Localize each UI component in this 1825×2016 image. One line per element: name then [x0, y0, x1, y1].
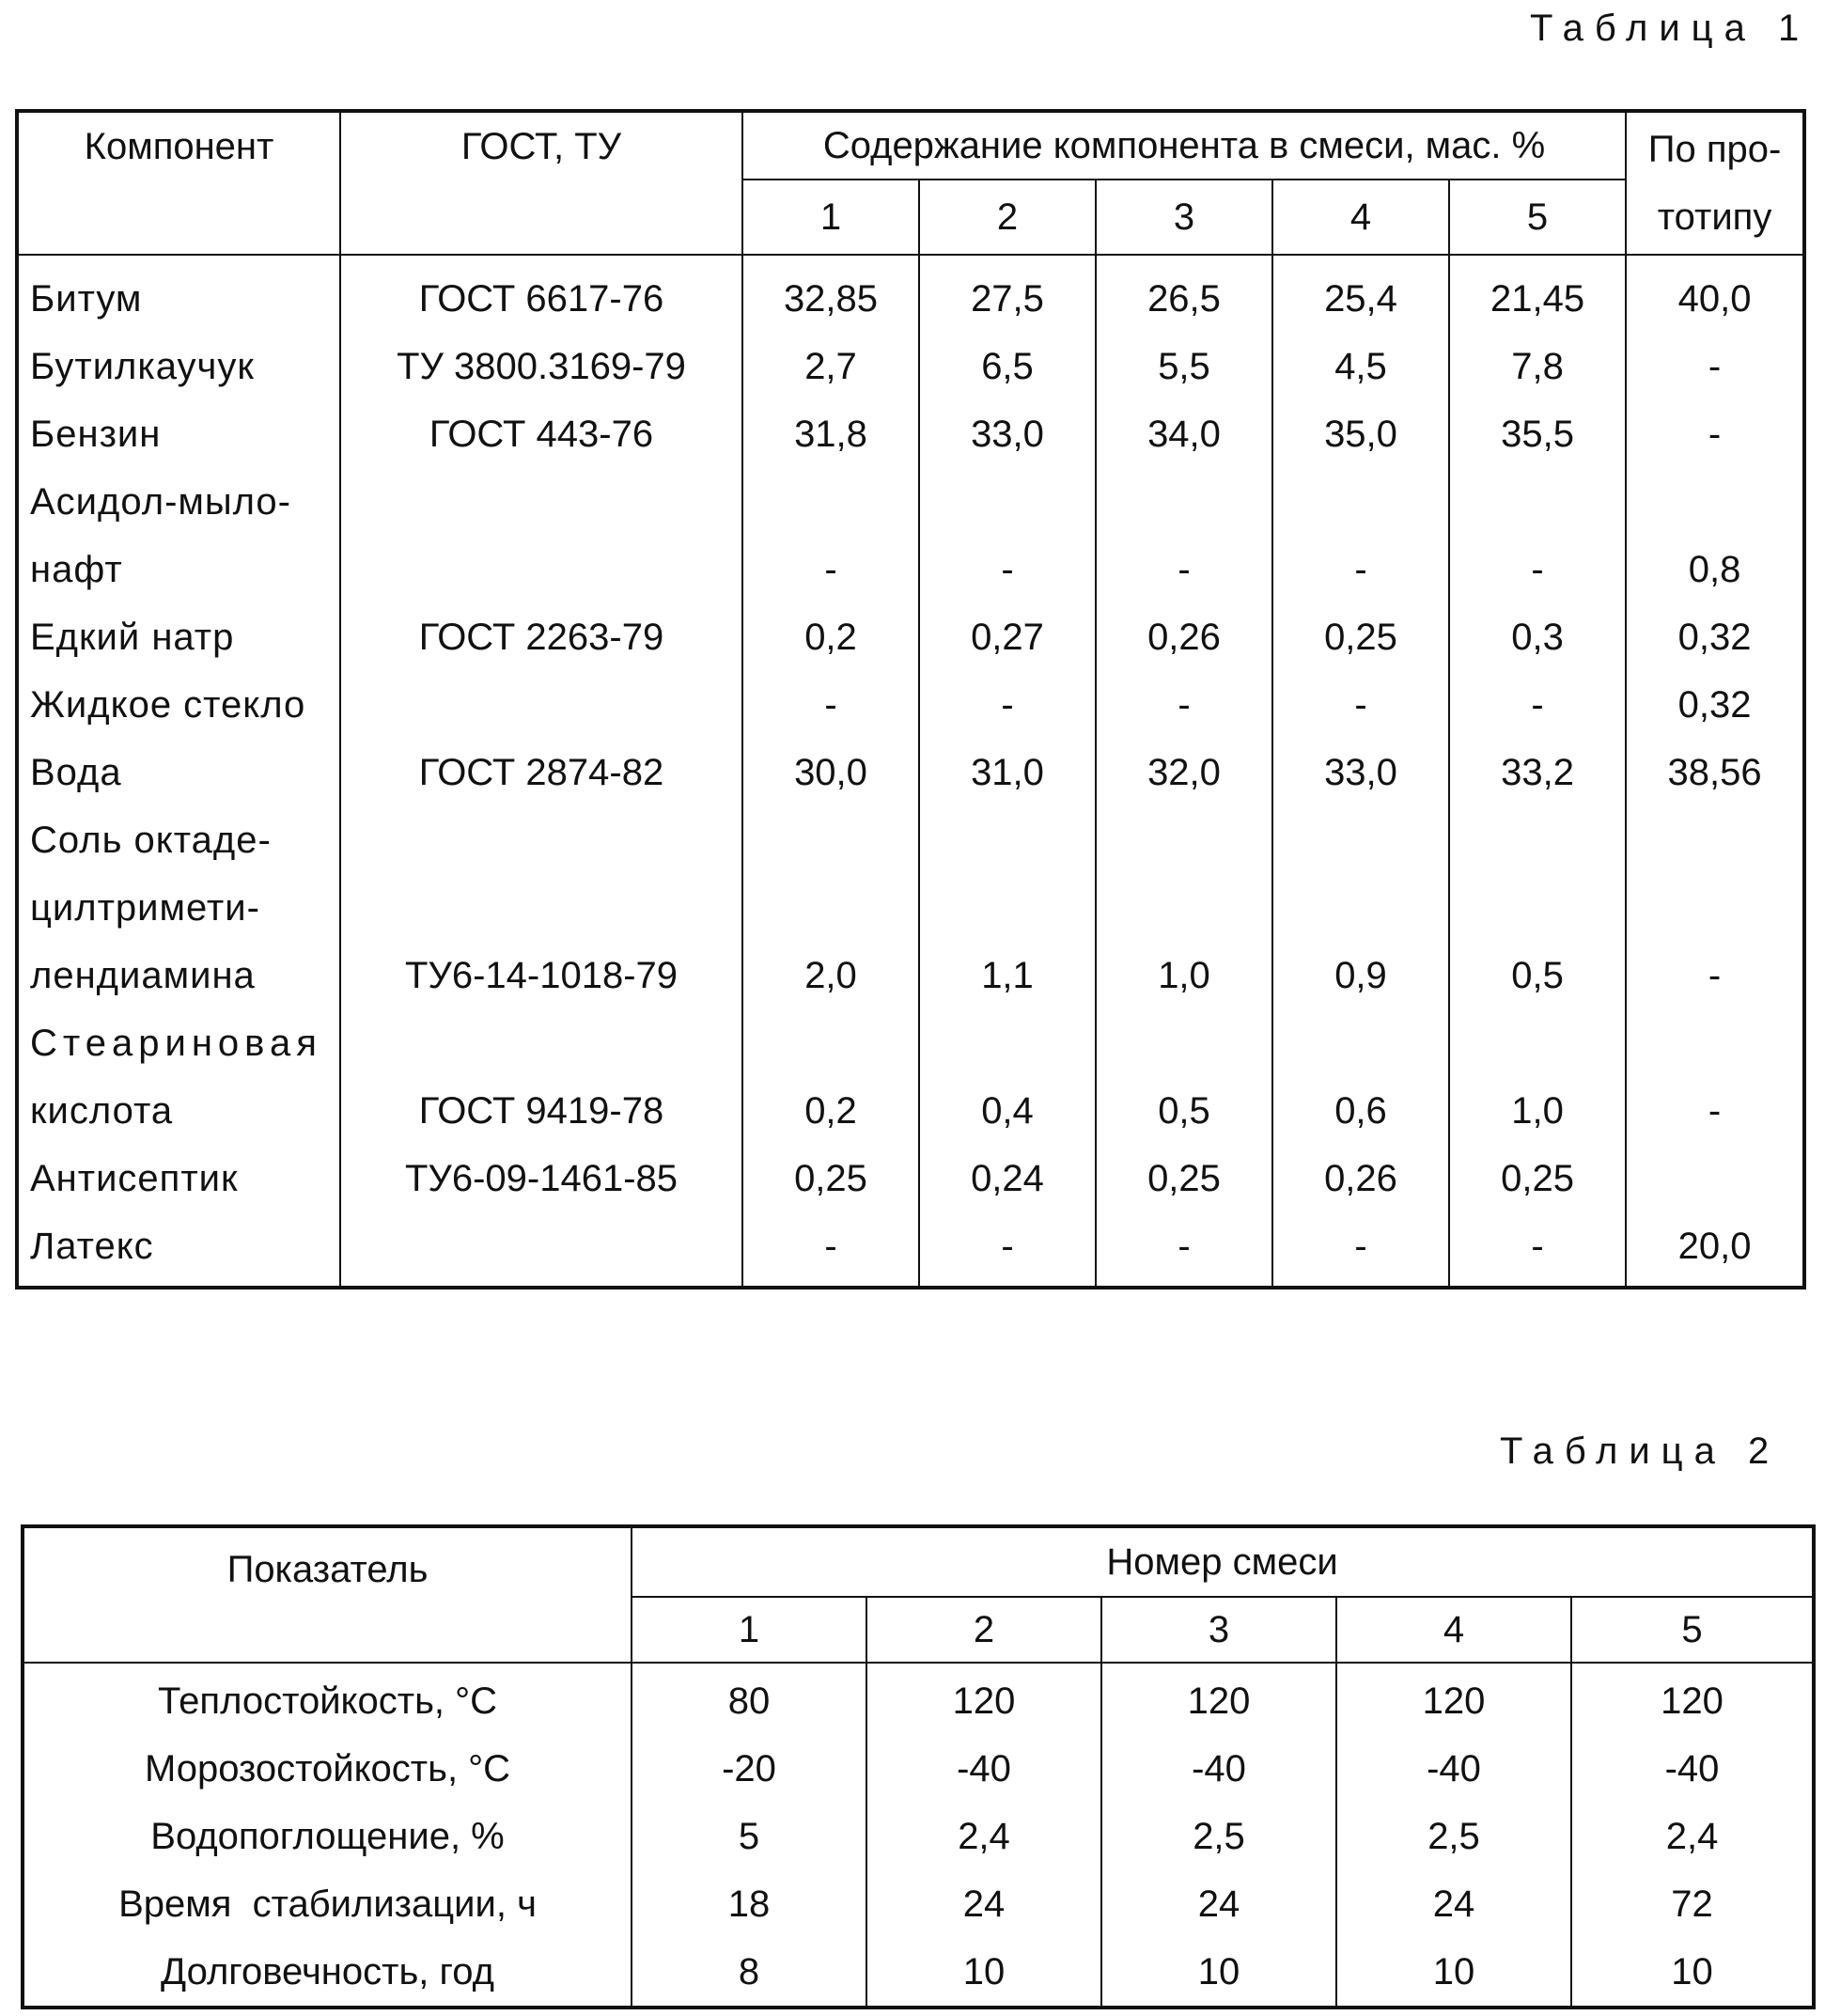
table1-caption: Таблица 1 [1530, 8, 1811, 49]
table-row [17, 806, 1804, 1009]
prototype-cell: 40,0 [1626, 255, 1804, 333]
prototype-cell: - [1626, 806, 1804, 1009]
value-cell: 5,5 [1096, 333, 1272, 400]
header-prototype [1626, 111, 1804, 255]
component-name [17, 603, 340, 671]
value-cell: 26,5 [1096, 255, 1272, 333]
prototype-cell: 0,8 [1626, 468, 1804, 603]
value-cell: 33,0 [919, 400, 1096, 468]
prototype-cell: - [1626, 1009, 1804, 1145]
component-standard: ГОСТ 2874-82 [340, 739, 742, 806]
value-cell: 1,0 [1449, 1009, 1626, 1145]
component-name [17, 333, 340, 400]
value-cell: - [1096, 468, 1272, 603]
component-name-line: Соль октаде- [30, 820, 272, 861]
component-name [17, 400, 340, 468]
value-cell: 35,0 [1272, 400, 1449, 468]
component-name [17, 739, 340, 806]
value-cell: 34,0 [1096, 400, 1272, 468]
component-name-line: кислота [30, 1090, 174, 1132]
value-cell: 0,27 [919, 603, 1096, 671]
value-cell: 0,24 [919, 1145, 1096, 1212]
value-cell: 0,25 [1272, 603, 1449, 671]
component-name-line: Вода [30, 752, 122, 793]
value-cell: 10 [1336, 1938, 1571, 2008]
value-cell: 0,4 [919, 1009, 1096, 1145]
value-cell: 7,8 [1449, 333, 1626, 400]
value-cell: 120 [1571, 1663, 1814, 1735]
component-name-line: Стеариновая [30, 1023, 322, 1064]
table-row [23, 1663, 1814, 1735]
value-cell: 8 [632, 1938, 866, 2008]
header-mix-4: 4 [1272, 180, 1449, 255]
value-cell: 35,5 [1449, 400, 1626, 468]
value-cell: - [1272, 468, 1449, 603]
value-cell: 2,5 [1336, 1803, 1571, 1870]
value-cell: - [742, 468, 919, 603]
table-row [17, 1212, 1804, 1288]
component-standard [340, 468, 742, 603]
value-cell: -20 [632, 1735, 866, 1803]
value-cell: 10 [1101, 1938, 1336, 2008]
table-row [23, 1803, 1814, 1870]
component-standard: ТУ6-14-1018-79 [340, 806, 742, 1009]
header-mix-2: 2 [919, 180, 1096, 255]
component-standard: ТУ 3800.3169-79 [340, 333, 742, 400]
prototype-cell: 38,56 [1626, 739, 1804, 806]
value-cell: 2,4 [866, 1803, 1101, 1870]
value-cell: - [742, 1212, 919, 1288]
value-cell: 0,3 [1449, 603, 1626, 671]
properties-table [21, 1524, 1816, 2009]
header-mix-2: 2 [866, 1597, 1101, 1663]
header-prototype-line2: тотипу [1657, 196, 1772, 238]
prototype-cell: 20,0 [1626, 1212, 1804, 1288]
table-row [23, 1870, 1814, 1938]
value-cell: 24 [1336, 1870, 1571, 1938]
value-cell: 0,5 [1449, 806, 1626, 1009]
component-name-line: лендиамина [30, 955, 256, 996]
value-cell: 1,1 [919, 806, 1096, 1009]
value-cell: 4,5 [1272, 333, 1449, 400]
value-cell: 0,26 [1096, 603, 1272, 671]
table-row [17, 1009, 1804, 1145]
value-cell: 30,0 [742, 739, 919, 806]
component-name [17, 1009, 340, 1145]
value-cell: 0,2 [742, 603, 919, 671]
header-mix-3: 3 [1101, 1597, 1336, 1663]
value-cell: 31,8 [742, 400, 919, 468]
component-standard: ГОСТ 2263-79 [340, 603, 742, 671]
component-name-line: Едкий натр [30, 617, 235, 658]
value-cell: - [1096, 1212, 1272, 1288]
component-standard [340, 1212, 742, 1288]
component-name [17, 468, 340, 603]
value-cell: 33,0 [1272, 739, 1449, 806]
value-cell: 32,85 [742, 255, 919, 333]
header-standard: ГОСТ, ТУ [340, 111, 742, 255]
value-cell: 0,26 [1272, 1145, 1449, 1212]
header-component: Компонент [17, 111, 340, 255]
component-name [17, 1212, 340, 1288]
value-cell: - [919, 671, 1096, 739]
component-name [17, 255, 340, 333]
value-cell: - [742, 671, 919, 739]
component-name-line: цилтримети- [30, 887, 260, 929]
value-cell: 2,4 [1571, 1803, 1814, 1870]
table-row [17, 1145, 1804, 1212]
value-cell: 24 [1101, 1870, 1336, 1938]
value-cell: 72 [1571, 1870, 1814, 1938]
header-mix-3: 3 [1096, 180, 1272, 255]
table-row [17, 468, 1804, 603]
table-row [17, 603, 1804, 671]
table-row [17, 400, 1804, 468]
component-name [17, 806, 340, 1009]
prototype-cell: - [1626, 400, 1804, 468]
component-name-line: нафт [30, 549, 123, 590]
value-cell: 0,2 [742, 1009, 919, 1145]
value-cell: - [919, 468, 1096, 603]
component-name-line: Битум [30, 278, 143, 320]
value-cell: 27,5 [919, 255, 1096, 333]
value-cell: -40 [1336, 1735, 1571, 1803]
value-cell: 0,25 [742, 1145, 919, 1212]
header-mix-4: 4 [1336, 1597, 1571, 1663]
value-cell: 2,7 [742, 333, 919, 400]
value-cell: 80 [632, 1663, 866, 1735]
component-name [17, 1145, 340, 1212]
header-mix-1: 1 [742, 180, 919, 255]
header-mix-number: Номер смеси [632, 1526, 1814, 1597]
value-cell: - [1096, 671, 1272, 739]
value-cell: - [1272, 671, 1449, 739]
value-cell: 0,25 [1449, 1145, 1626, 1212]
indicator-name: Морозостойкость, °С [23, 1735, 632, 1803]
prototype-cell [1626, 1145, 1804, 1212]
table-row [17, 333, 1804, 400]
value-cell: 32,0 [1096, 739, 1272, 806]
value-cell: -40 [1571, 1735, 1814, 1803]
table-row [23, 1938, 1814, 2008]
value-cell: - [1272, 1212, 1449, 1288]
value-cell: - [919, 1212, 1096, 1288]
value-cell: 1,0 [1096, 806, 1272, 1009]
value-cell: - [1449, 671, 1626, 739]
table-row [17, 671, 1804, 739]
value-cell: 2,5 [1101, 1803, 1336, 1870]
value-cell: 6,5 [919, 333, 1096, 400]
component-standard: ТУ6-09-1461-85 [340, 1145, 742, 1212]
table2-caption: Таблица 2 [1500, 1430, 1781, 1472]
indicator-name: Долговечность, год [23, 1938, 632, 2008]
composition-table [15, 109, 1806, 1289]
header-mix-5: 5 [1449, 180, 1626, 255]
indicator-name: Водопоглощение, % [23, 1803, 632, 1870]
value-cell: 2,0 [742, 806, 919, 1009]
value-cell: 120 [1101, 1663, 1336, 1735]
value-cell: 10 [1571, 1938, 1814, 2008]
value-cell: 21,45 [1449, 255, 1626, 333]
value-cell: 5 [632, 1803, 866, 1870]
component-standard [340, 671, 742, 739]
table-row [17, 255, 1804, 333]
value-cell: 0,5 [1096, 1009, 1272, 1145]
value-cell: 25,4 [1272, 255, 1449, 333]
component-name-line: Бензин [30, 414, 162, 455]
value-cell: 10 [866, 1938, 1101, 2008]
value-cell: 31,0 [919, 739, 1096, 806]
value-cell: 18 [632, 1870, 866, 1938]
header-indicator: Показатель [23, 1526, 632, 1663]
header-content: Содержание компонента в смеси, мас. % [742, 111, 1626, 180]
value-cell: 0,9 [1272, 806, 1449, 1009]
value-cell: 33,2 [1449, 739, 1626, 806]
prototype-cell: 0,32 [1626, 603, 1804, 671]
value-cell: -40 [866, 1735, 1101, 1803]
component-standard: ГОСТ 443-76 [340, 400, 742, 468]
component-standard: ГОСТ 6617-76 [340, 255, 742, 333]
header-prototype-line1: По про- [1647, 129, 1782, 170]
component-standard: ГОСТ 9419-78 [340, 1009, 742, 1145]
value-cell: -40 [1101, 1735, 1336, 1803]
value-cell: 0,6 [1272, 1009, 1449, 1145]
component-name-line: Антисептик [30, 1158, 239, 1199]
table-row [23, 1735, 1814, 1803]
header-mix-5: 5 [1571, 1597, 1814, 1663]
value-cell: 120 [866, 1663, 1101, 1735]
value-cell: 0,25 [1096, 1145, 1272, 1212]
value-cell: 120 [1336, 1663, 1571, 1735]
prototype-cell: 0,32 [1626, 671, 1804, 739]
header-mix-1: 1 [632, 1597, 866, 1663]
component-name-line: Жидкое стекло [30, 684, 306, 726]
value-cell: 24 [866, 1870, 1101, 1938]
value-cell: - [1449, 468, 1626, 603]
indicator-name: Теплостойкость, °С [23, 1663, 632, 1735]
component-name-line: Латекс [30, 1226, 154, 1267]
table-row [17, 739, 1804, 806]
value-cell: - [1449, 1212, 1626, 1288]
component-name-line: Асидол-мыло- [30, 481, 291, 523]
component-name [17, 671, 340, 739]
indicator-name: Время стабилизации, ч [23, 1870, 632, 1938]
component-name-line: Бутилкаучук [30, 346, 255, 387]
prototype-cell: - [1626, 333, 1804, 400]
